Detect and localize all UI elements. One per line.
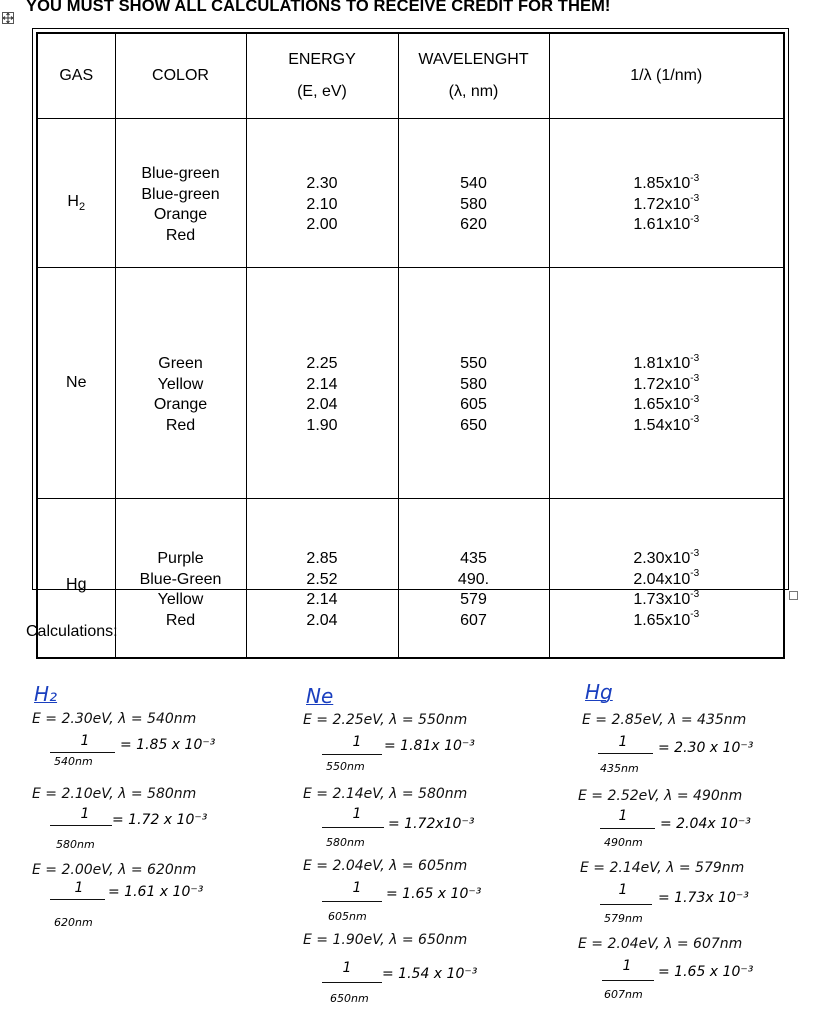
color-value: Yellow xyxy=(157,591,204,608)
energy-value: 2.14 xyxy=(306,375,338,393)
table-move-handle[interactable] xyxy=(2,12,14,24)
inverse-value xyxy=(550,416,784,437)
energy-value: 2.30 xyxy=(306,175,338,193)
fraction-numerator: 1 xyxy=(622,958,632,974)
inverse-value xyxy=(550,549,784,570)
inverse-value xyxy=(550,570,784,591)
inverse-exponent: -3 xyxy=(690,588,700,600)
fraction-numerator: 1 xyxy=(352,806,362,822)
color-cell-ne xyxy=(115,268,246,499)
inverse-mantissa: 1.73x10 xyxy=(633,591,691,608)
energy-cell-hg xyxy=(246,499,398,659)
energy-value: 2.14 xyxy=(306,591,338,608)
inverse-value xyxy=(550,195,784,216)
fraction-bar xyxy=(50,752,115,753)
data-table-frame xyxy=(32,28,789,629)
wavelength-cell-ne xyxy=(398,268,549,499)
fraction-bar xyxy=(322,827,384,828)
color-value: Orange xyxy=(153,396,208,413)
calc-equation: E = 2.00eV, λ = 620nm xyxy=(32,862,197,878)
inverse-value xyxy=(550,174,784,195)
wavelength-value: 435 xyxy=(460,550,487,567)
fraction-numerator: 1 xyxy=(80,733,90,749)
inverse-cell-h2 xyxy=(549,119,784,268)
gas-cell-hg: Hg xyxy=(37,499,115,659)
gas-cell-h2 xyxy=(37,119,115,268)
header-wavelength-line1: WAVELENGHT xyxy=(418,51,529,68)
fraction-result: = 1.85 x 10⁻³ xyxy=(120,737,216,753)
wavelength-value: 579 xyxy=(460,591,487,608)
header-energy-line1: ENERGY xyxy=(288,51,356,68)
inverse-value xyxy=(550,215,784,236)
calc-equation: E = 2.14eV, λ = 580nm xyxy=(303,786,468,802)
fraction-result: = 2.04x 10⁻³ xyxy=(660,816,751,832)
fraction-denominator: 580nm xyxy=(326,836,365,849)
wavelength-value: 490. xyxy=(457,570,490,588)
fraction-numerator: 1 xyxy=(80,806,90,822)
fraction-result: = 1.73x 10⁻³ xyxy=(658,890,749,906)
fraction-bar xyxy=(50,825,112,826)
color-value: Green xyxy=(158,355,203,372)
inverse-exponent: -3 xyxy=(690,393,700,405)
fraction-result: = 1.81x 10⁻³ xyxy=(384,738,475,754)
fraction-result: = 1.65 x 10⁻³ xyxy=(658,964,754,980)
fraction-denominator: 490nm xyxy=(604,836,643,849)
fraction-result: = 1.65 x 10⁻³ xyxy=(386,886,482,902)
header-energy xyxy=(246,33,398,119)
table-header-row xyxy=(37,33,784,119)
inverse-mantissa: 1.65x10 xyxy=(633,396,691,413)
color-value: Red xyxy=(165,416,196,434)
calc-equation: E = 2.30eV, λ = 540nm xyxy=(32,711,197,727)
header-wavelength xyxy=(398,33,549,119)
calc-equation: E = 1.90eV, λ = 650nm xyxy=(303,932,468,948)
move-arrows-icon xyxy=(3,13,13,23)
energy-value: 2.25 xyxy=(306,355,338,372)
inverse-mantissa: 1.65x10 xyxy=(633,611,691,629)
header-wavelength-line2: (λ, nm) xyxy=(448,83,499,100)
energy-value: 2.52 xyxy=(306,570,338,588)
inverse-exponent: -3 xyxy=(690,213,700,225)
calculations-title: Calculations: xyxy=(26,623,118,640)
table-resize-handle[interactable] xyxy=(789,591,798,600)
energy-value: 2.10 xyxy=(306,195,338,213)
inverse-cell-ne xyxy=(549,268,784,499)
fraction-denominator: 650nm xyxy=(330,992,369,1005)
inverse-mantissa: 2.30x10 xyxy=(633,550,691,567)
inverse-value xyxy=(550,354,784,375)
inverse-mantissa: 1.72x10 xyxy=(633,375,691,393)
color-cell-h2 xyxy=(115,119,246,268)
wavelength-value: 550 xyxy=(460,355,487,372)
table-row-h2 xyxy=(37,119,784,268)
wavelength-value: 620 xyxy=(460,216,487,234)
inverse-value xyxy=(550,395,784,416)
inverse-mantissa: 1.81x10 xyxy=(633,355,691,372)
gas-name: H xyxy=(67,192,79,210)
fraction-numerator: 1 xyxy=(618,734,628,750)
fraction-result: = 2.30 x 10⁻³ xyxy=(658,740,754,756)
fraction-denominator: 579nm xyxy=(604,912,643,925)
inverse-mantissa: 1.72x10 xyxy=(633,195,691,213)
gas-cell-ne: Ne xyxy=(37,268,115,499)
energy-value: 2.04 xyxy=(306,396,338,413)
fraction-bar xyxy=(50,899,105,900)
inverse-mantissa: 1.61x10 xyxy=(633,216,691,234)
header-gas: GAS xyxy=(37,33,115,119)
fraction-numerator: 1 xyxy=(618,808,628,824)
energy-cell-ne xyxy=(246,268,398,499)
inverse-mantissa: 1.54x10 xyxy=(633,416,691,434)
energy-cell-h2 xyxy=(246,119,398,268)
color-value: Red xyxy=(165,611,196,629)
inverse-value xyxy=(550,375,784,396)
fraction-denominator: 580nm xyxy=(56,838,95,851)
energy-value: 2.85 xyxy=(306,550,338,567)
inverse-exponent: -3 xyxy=(690,609,700,621)
fraction-result: = 1.61 x 10⁻³ xyxy=(108,884,204,900)
header-energy-line2: (E, eV) xyxy=(297,83,347,100)
calc-equation: E = 2.52eV, λ = 490nm xyxy=(578,788,743,804)
calc-gas-label: H₂ xyxy=(34,682,58,706)
inverse-exponent: -3 xyxy=(690,568,700,580)
color-value: Red xyxy=(165,226,196,244)
fraction-numerator: 1 xyxy=(618,882,628,898)
fraction-result: = 1.72x10⁻³ xyxy=(388,816,475,832)
inverse-value xyxy=(550,590,784,611)
energy-value: 2.00 xyxy=(306,216,338,234)
fraction-bar xyxy=(600,904,652,905)
inverse-exponent: -3 xyxy=(690,193,700,205)
inverse-exponent: -3 xyxy=(690,352,700,364)
fraction-bar xyxy=(598,753,653,754)
wavelength-cell-hg xyxy=(398,499,549,659)
calc-equation: E = 2.04eV, λ = 605nm xyxy=(303,858,468,874)
energy-value: 1.90 xyxy=(306,416,338,434)
fraction-bar xyxy=(322,754,382,755)
calc-gas-label: Hg xyxy=(585,680,613,704)
header-color: COLOR xyxy=(115,33,246,119)
color-value: Yellow xyxy=(157,375,204,393)
gas-subscript: 2 xyxy=(78,200,86,213)
wavelength-value: 540 xyxy=(460,175,487,193)
calc-equation: E = 2.14eV, λ = 579nm xyxy=(580,860,745,876)
calc-equation: E = 2.04eV, λ = 607nm xyxy=(578,936,743,952)
calc-equation: E = 2.10eV, λ = 580nm xyxy=(32,786,197,802)
color-value: Purple xyxy=(157,550,204,567)
inverse-cell-hg xyxy=(549,499,784,659)
energy-value: 2.04 xyxy=(306,611,338,629)
calc-equation: E = 2.25eV, λ = 550nm xyxy=(303,712,468,728)
inverse-value xyxy=(550,611,784,632)
calc-gas-label: Ne xyxy=(306,684,334,708)
fraction-result: = 1.72 x 10⁻³ xyxy=(112,812,208,828)
header-inverse-wavelength: 1/λ (1/nm) xyxy=(549,33,784,119)
fraction-denominator: 605nm xyxy=(328,910,367,923)
spectra-data-table xyxy=(36,32,785,659)
color-value: Orange xyxy=(153,206,208,223)
table-row-hg xyxy=(37,499,784,659)
instructions-header: YOU MUST SHOW ALL CALCULATIONS TO RECEIVE CREDIT FOR THEM! xyxy=(26,0,611,15)
color-value: Blue-green xyxy=(141,165,220,182)
fraction-numerator: 1 xyxy=(352,880,362,896)
fraction-bar xyxy=(322,982,382,983)
inverse-exponent: -3 xyxy=(690,373,700,385)
fraction-bar xyxy=(602,980,654,981)
fraction-numerator: 1 xyxy=(352,734,362,750)
fraction-numerator: 1 xyxy=(342,960,352,976)
wavelength-value: 605 xyxy=(460,396,487,413)
fraction-denominator: 435nm xyxy=(600,762,639,775)
wavelength-value: 580 xyxy=(460,195,487,213)
fraction-bar xyxy=(600,828,655,829)
color-cell-hg xyxy=(115,499,246,659)
wavelength-value: 607 xyxy=(460,611,487,629)
fraction-numerator: 1 xyxy=(74,880,84,896)
inverse-exponent: -3 xyxy=(690,414,700,426)
inverse-mantissa: 2.04x10 xyxy=(633,570,691,588)
wavelength-value: 580 xyxy=(460,375,487,393)
inverse-exponent: -3 xyxy=(690,547,700,559)
fraction-denominator: 620nm xyxy=(54,916,93,929)
color-value: Blue-green xyxy=(141,185,220,203)
fraction-denominator: 607nm xyxy=(604,988,643,1001)
table-row-ne xyxy=(37,268,784,499)
fraction-result: = 1.54 x 10⁻³ xyxy=(382,966,478,982)
calc-equation: E = 2.85eV, λ = 435nm xyxy=(582,712,747,728)
inverse-mantissa: 1.85x10 xyxy=(633,175,691,193)
inverse-exponent: -3 xyxy=(690,172,700,184)
fraction-bar xyxy=(322,901,382,902)
fraction-denominator: 540nm xyxy=(54,755,93,768)
fraction-denominator: 550nm xyxy=(326,760,365,773)
color-value: Blue-Green xyxy=(139,570,222,588)
wavelength-cell-h2 xyxy=(398,119,549,268)
wavelength-value: 650 xyxy=(460,416,487,434)
